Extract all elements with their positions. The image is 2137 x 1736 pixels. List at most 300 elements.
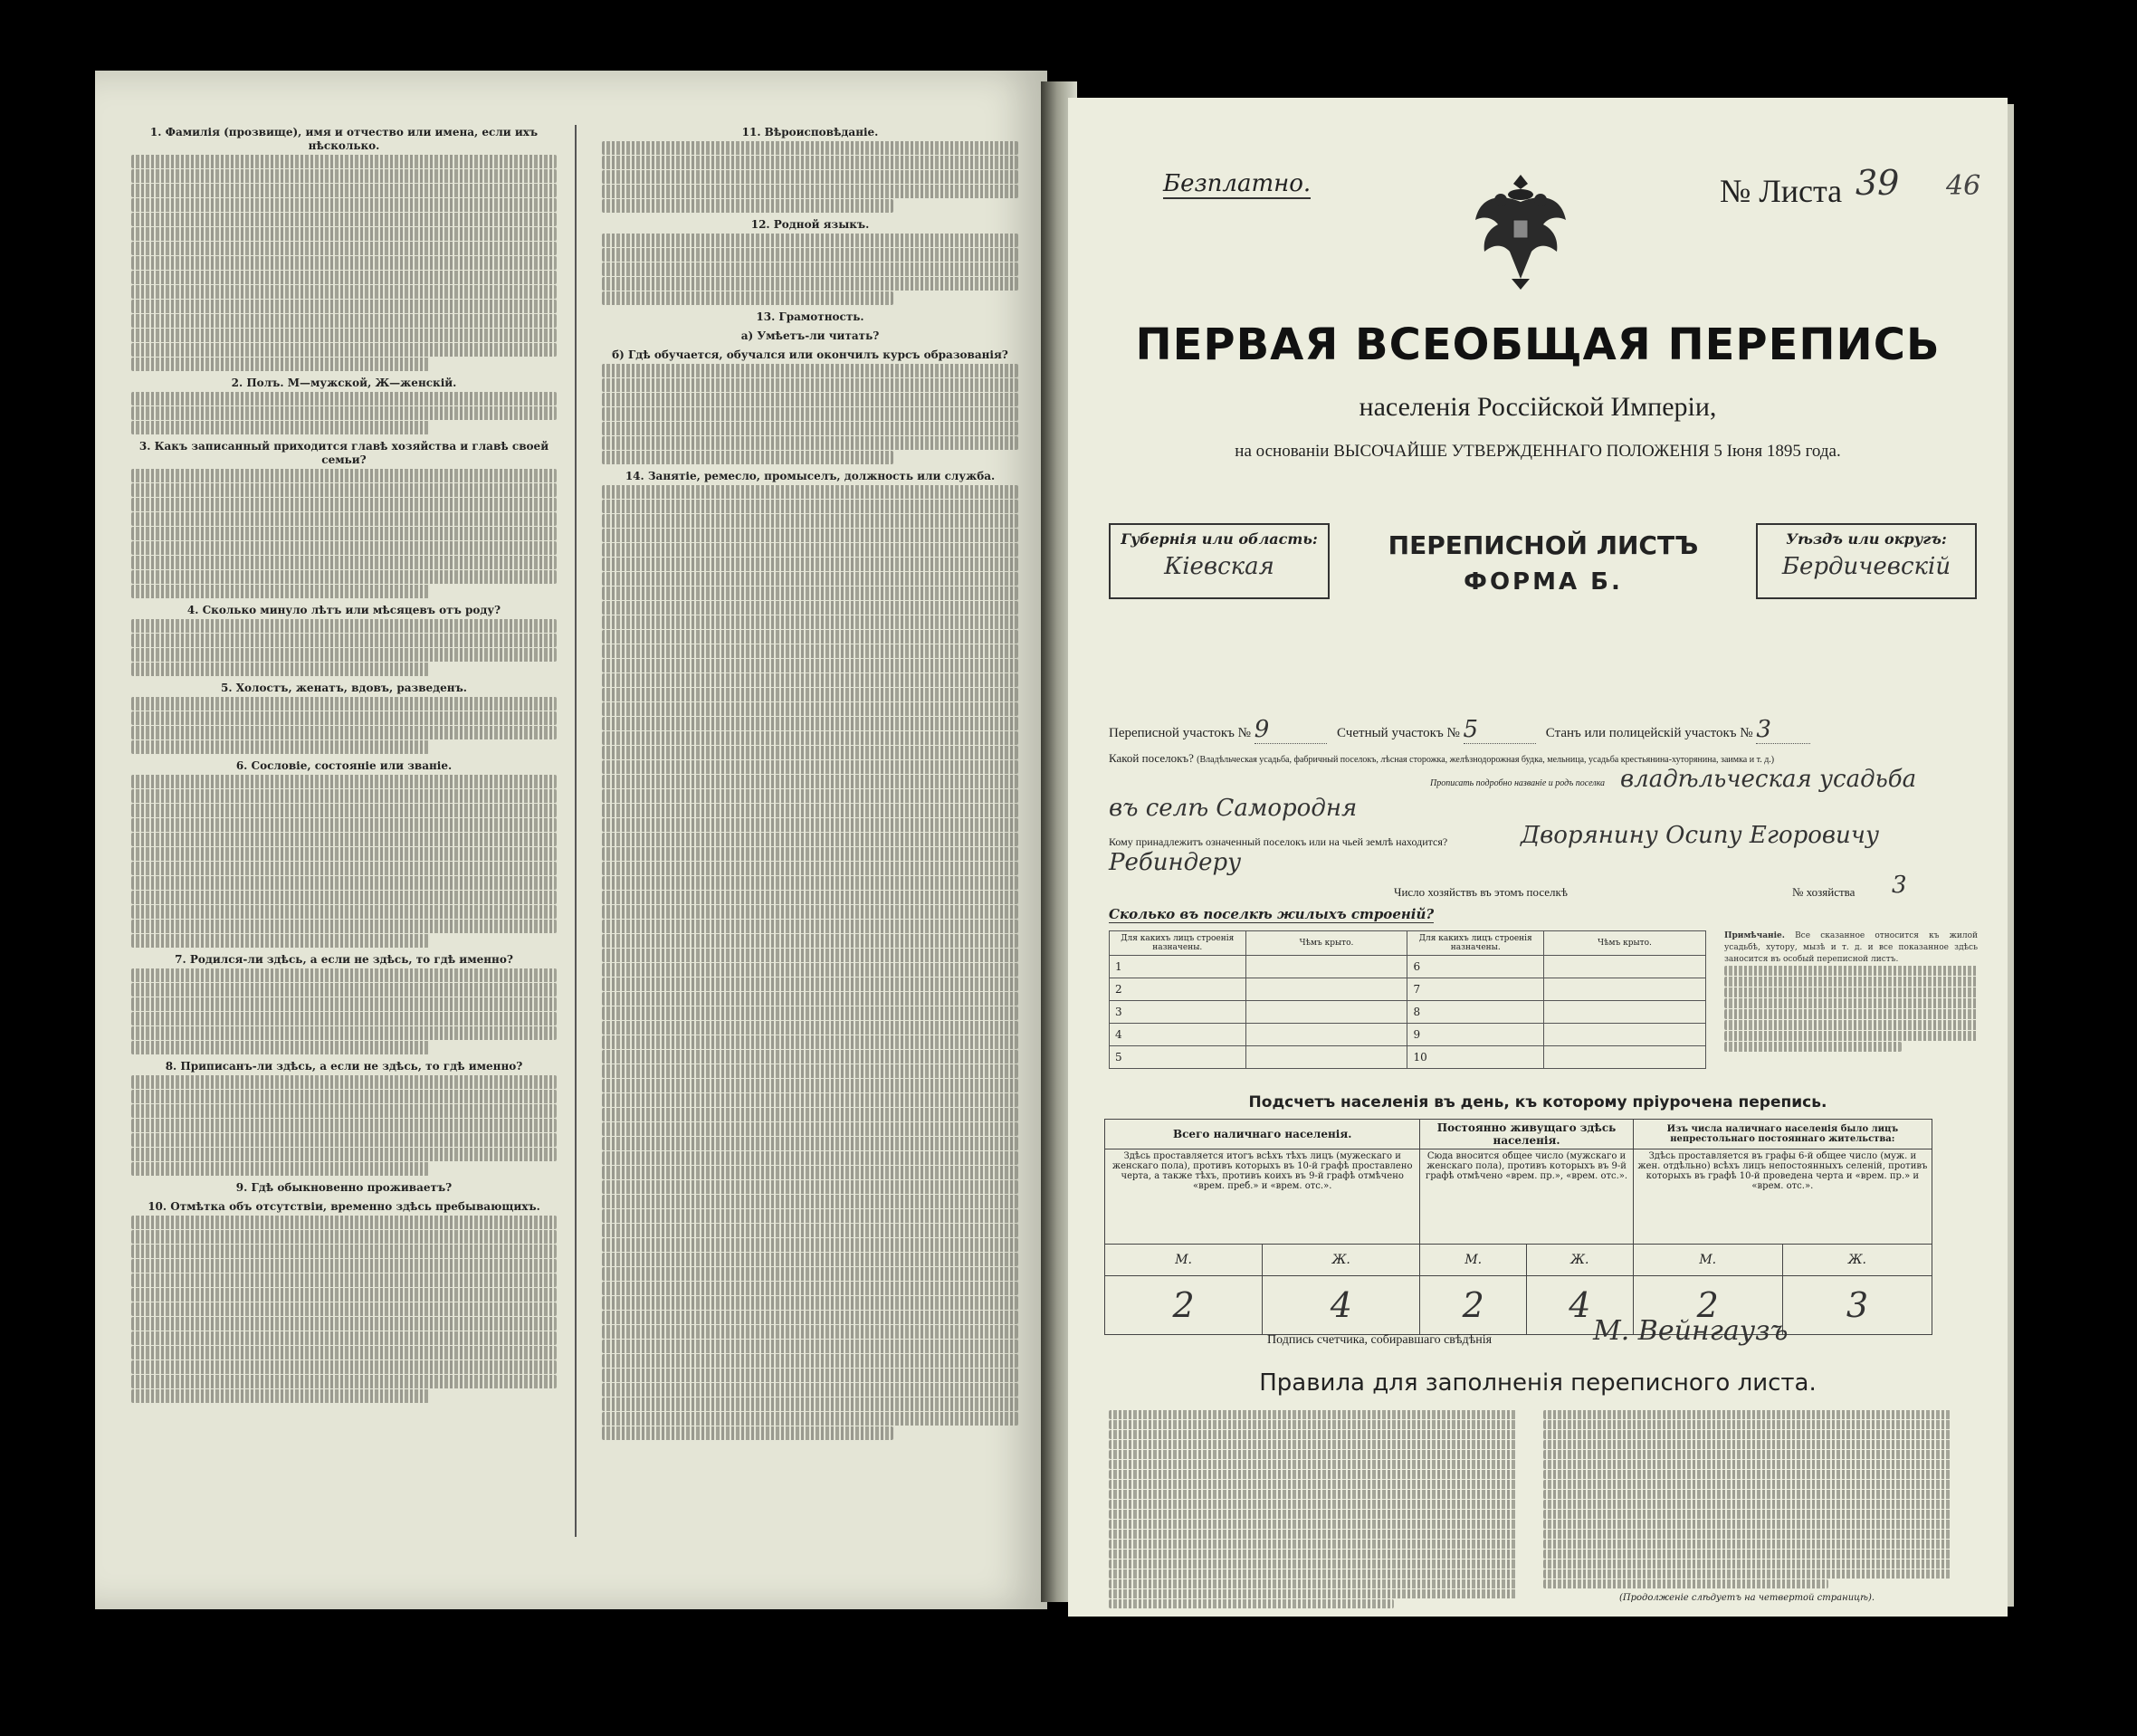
instruction-heading: 2. Полъ. М—мужской, Ж—женскій. <box>231 377 457 389</box>
text-line <box>602 1166 1018 1179</box>
text-line <box>131 570 557 584</box>
text-line <box>131 983 557 997</box>
text-line <box>1543 1460 1951 1469</box>
text-line <box>602 1093 1018 1107</box>
text-line <box>602 833 1018 846</box>
left-page-column-1 <box>131 120 557 1404</box>
owner-value: Дворянину Осипу Егоровичу <box>1521 822 1880 849</box>
instruction-heading: 10. Отмѣтка объ отсутствіи, временно здѣсь пребывающихъ. <box>148 1200 540 1213</box>
text-line <box>1543 1500 1951 1509</box>
sex-label: М. <box>1420 1245 1527 1276</box>
text-line <box>131 920 557 933</box>
instruction-heading: 13. Грамотность. <box>756 310 864 323</box>
text-line <box>602 1021 1018 1035</box>
text-line <box>131 198 557 212</box>
text-line <box>1724 987 1978 997</box>
instruction-heading: 14. Занятіе, ремесло, промыселъ, должность или служба. <box>625 470 996 482</box>
text-line <box>131 343 557 357</box>
text-line <box>602 862 1018 875</box>
text-line <box>602 891 1018 904</box>
text-line <box>1109 1420 1516 1429</box>
text-line <box>131 1360 557 1374</box>
text-line <box>1109 1460 1516 1469</box>
text-line <box>602 1311 1018 1324</box>
row-number: 2 <box>1110 978 1246 1001</box>
text-line <box>1724 1042 1902 1052</box>
right-page-census-form <box>1068 98 2008 1617</box>
text-line <box>602 451 893 464</box>
text-line <box>131 541 557 555</box>
text-line <box>602 422 1018 435</box>
left-page <box>95 71 1047 1609</box>
text-line <box>131 697 557 711</box>
text-line <box>131 1389 429 1403</box>
text-line <box>131 285 557 299</box>
owner-value-line-2: Ребиндеру <box>1109 849 1242 876</box>
text-line <box>131 934 429 948</box>
row-number: 5 <box>1110 1046 1246 1069</box>
column-description: Здѣсь проставляется въ графы 6-й общее число (муж. и жен. отдѣльно) всѣхъ лицъ непостоянныхъ селеній, противъ которыхъ въ графѣ 10-й проведена черта и «врем. пр.» и «врем. отс.». <box>1633 1149 1932 1245</box>
text-line <box>1109 1599 1394 1608</box>
sheet-number-handwritten: 39 <box>1856 163 1900 203</box>
text-line <box>1109 1569 1516 1579</box>
text-line <box>1543 1450 1951 1459</box>
text-line <box>602 659 1018 672</box>
sex-label: М. <box>1633 1245 1782 1276</box>
text-line <box>131 329 557 342</box>
buildings-label: Сколько въ поселкѣ жилыхъ строеній? <box>1109 906 1435 922</box>
text-line <box>131 804 557 817</box>
province-label: Губернія или область: <box>1121 530 1318 548</box>
text-line <box>602 1282 1018 1295</box>
sex-label: М. <box>1105 1245 1263 1276</box>
instruction-heading: 4. Сколько минуло лѣтъ или мѣсяцевъ отъ роду? <box>186 604 501 616</box>
text-line <box>1543 1430 1951 1439</box>
text-line <box>602 1296 1018 1310</box>
rules-column-1 <box>1109 1410 1516 1609</box>
text-line <box>1724 966 1978 976</box>
text-line <box>131 155 557 168</box>
population-value: 4 <box>1263 1276 1420 1335</box>
text-line <box>1109 1440 1516 1449</box>
text-line <box>602 1397 1018 1411</box>
text-line <box>1543 1540 1951 1549</box>
text-line <box>131 663 429 676</box>
text-line <box>1543 1470 1951 1479</box>
text-line <box>1724 998 1978 1008</box>
text-line <box>602 141 1018 155</box>
row-number: 4 <box>1110 1024 1246 1046</box>
text-line <box>602 1050 1018 1064</box>
text-line <box>602 630 1018 644</box>
text-line <box>602 1412 1018 1426</box>
text-line <box>602 615 1018 629</box>
instruction-heading: 6. Сословіе, состояніе или званіе. <box>235 759 453 772</box>
district-label: Уѣздъ или округъ: <box>1786 530 1947 548</box>
text-line <box>131 184 557 197</box>
settlement-note: Прописать подробно названіе и родъ поселка <box>1430 778 1606 788</box>
text-line <box>602 1253 1018 1266</box>
text-line <box>602 378 1018 392</box>
table-row <box>1110 1046 1706 1069</box>
population-table <box>1104 1119 1932 1335</box>
text-line <box>1724 1031 1978 1041</box>
text-line <box>1543 1560 1951 1569</box>
text-line <box>602 688 1018 701</box>
text-line <box>1543 1480 1951 1489</box>
text-line <box>602 1369 1018 1382</box>
text-line <box>1109 1510 1516 1519</box>
instruction-heading: 8. Приписанъ-ли здѣсь, а если не здѣсь, то гдѣ именно? <box>165 1060 523 1073</box>
table-header-row <box>1105 1120 1932 1149</box>
text-line <box>602 248 1018 262</box>
text-line <box>131 818 557 832</box>
text-line <box>131 1133 557 1147</box>
text-line <box>1543 1510 1951 1519</box>
households-label: Число хозяйствъ въ этомъ поселкѣ <box>1394 885 1568 899</box>
text-line <box>1109 1530 1516 1539</box>
text-line <box>131 242 557 255</box>
census-district-value: 9 <box>1255 716 1327 744</box>
column-header: Чѣмъ крыто. <box>1245 931 1407 956</box>
household-number-value: 3 <box>1892 872 1907 899</box>
settlement-value-line-2: въ селѣ Самородня <box>1109 795 1358 822</box>
police-district-label: Станъ или полицейскій участокъ № <box>1545 726 1753 740</box>
text-line <box>131 711 557 725</box>
text-line <box>602 1224 1018 1237</box>
text-line <box>131 1104 557 1118</box>
text-line <box>602 1006 1018 1020</box>
text-line <box>131 862 557 875</box>
text-line <box>602 876 1018 890</box>
text-line <box>1109 1540 1516 1549</box>
text-line <box>602 234 1018 247</box>
text-line <box>602 291 893 305</box>
column-description: Здѣсь проставляется итогъ всѣхъ тѣхъ лицъ (мужескаго и женскаго пола), противъ которыхъ въ 10-й графѣ проставлено черта, а также тѣхъ, противъ коихъ въ 9-й графѣ отмѣчено «врем. преб.» и «врем. отс.». <box>1105 1149 1420 1245</box>
text-line <box>131 1273 557 1287</box>
text-line <box>131 213 557 226</box>
text-line <box>602 702 1018 716</box>
text-line <box>602 920 1018 933</box>
text-line <box>131 1119 557 1132</box>
text-line <box>1724 1009 1978 1019</box>
province-value: Кіевская <box>1164 553 1274 580</box>
table-cell <box>1544 956 1706 978</box>
text-line <box>602 789 1018 803</box>
text-line <box>131 997 557 1011</box>
table-row <box>1105 1245 1932 1276</box>
text-line <box>131 1090 557 1103</box>
legal-basis-line: на основаніи ВЫСОЧАЙШЕ УТВЕРЖДЕННАГО ПОЛОЖЕНІЯ 5 Іюня 1895 года. <box>1235 442 1841 461</box>
instruction-heading: 9. Гдѣ обыкновенно проживаетъ? <box>235 1181 453 1194</box>
column-header: Для какихъ лицъ строенія назначены. <box>1110 931 1246 956</box>
enumerator-signature: М. Вейнгаузъ <box>1593 1315 1789 1347</box>
text-line <box>602 1267 1018 1281</box>
text-line <box>131 256 557 270</box>
table-cell <box>1245 1046 1407 1069</box>
text-line <box>602 1209 1018 1223</box>
table-row <box>1105 1276 1932 1335</box>
text-line <box>602 1354 1018 1368</box>
population-value: 2 <box>1633 1276 1782 1335</box>
population-value: 3 <box>1782 1276 1932 1335</box>
district-numbers-row <box>1109 716 1810 744</box>
text-line <box>131 968 557 982</box>
text-line <box>131 1216 557 1229</box>
text-line <box>131 1041 429 1054</box>
text-line <box>602 1340 1018 1353</box>
table-cell <box>1245 956 1407 978</box>
form-header <box>1109 523 1951 623</box>
text-line <box>602 731 1018 745</box>
instruction-heading: 11. Вѣроисповѣданіе. <box>741 126 879 138</box>
text-line <box>1724 1020 1978 1030</box>
row-number: 10 <box>1407 1046 1544 1069</box>
text-line <box>131 726 557 739</box>
column-divider <box>575 125 577 1537</box>
settlement-row <box>1109 751 1774 766</box>
table-cell <box>1544 978 1706 1001</box>
text-line <box>131 271 557 284</box>
text-line <box>1543 1420 1951 1429</box>
settlement-label: Какой поселокъ? <box>1109 751 1194 765</box>
text-line <box>1109 1490 1516 1499</box>
text-line <box>131 789 557 803</box>
text-line <box>602 277 1018 291</box>
rules-title: Правила для заполненія переписного листа. <box>1259 1369 1817 1397</box>
text-line <box>131 498 557 511</box>
text-line <box>602 1064 1018 1078</box>
household-number-label: № хозяйства <box>1792 885 1856 899</box>
text-line <box>131 1012 557 1025</box>
row-number: 3 <box>1110 1001 1246 1024</box>
text-line <box>1109 1560 1516 1569</box>
text-line <box>602 746 1018 759</box>
text-line <box>1543 1410 1951 1419</box>
instruction-heading: а) Умѣетъ-ли читать? <box>740 329 880 342</box>
table-row <box>1110 978 1706 1001</box>
text-line <box>131 406 557 420</box>
owner-label: Кому принадлежитъ означенный поселокъ или на чьей землѣ находится? <box>1109 835 1448 848</box>
text-line <box>602 1108 1018 1121</box>
text-line <box>131 1302 557 1316</box>
text-line <box>602 156 1018 169</box>
row-number: 1 <box>1110 956 1246 978</box>
column-header: Постоянно живущаго здѣсь населенія. <box>1420 1120 1633 1149</box>
text-line <box>1109 1589 1516 1598</box>
text-line <box>1543 1530 1951 1539</box>
text-line <box>1543 1579 1828 1588</box>
double-headed-eagle-icon <box>1466 166 1575 292</box>
population-count-title: Подсчетъ населенія въ день, къ которому пріурочена перепись. <box>1248 1093 1827 1111</box>
text-line <box>1109 1520 1516 1529</box>
text-line <box>602 905 1018 919</box>
page-subtitle: населенія Россійской Имперіи, <box>1359 392 1717 422</box>
text-line <box>602 199 893 213</box>
text-line <box>602 1426 893 1440</box>
text-line <box>602 514 1018 528</box>
province-box <box>1109 523 1330 599</box>
table-cell <box>1245 1001 1407 1024</box>
row-number: 7 <box>1407 978 1544 1001</box>
text-line <box>602 760 1018 774</box>
text-line <box>602 1122 1018 1136</box>
instruction-heading: 5. Холостъ, женатъ, вдовъ, разведенъ. <box>221 682 467 694</box>
text-line <box>1543 1520 1951 1529</box>
row-number: 8 <box>1407 1001 1544 1024</box>
text-line <box>131 740 429 754</box>
table-row <box>1110 1024 1706 1046</box>
text-line <box>131 1230 557 1244</box>
table-cell <box>1544 1046 1706 1069</box>
text-line <box>602 847 1018 861</box>
table-cell <box>1245 1024 1407 1046</box>
text-line <box>131 1259 557 1273</box>
sex-label: Ж. <box>1527 1245 1634 1276</box>
text-line <box>131 1026 557 1040</box>
text-line <box>131 775 557 788</box>
text-line <box>131 1075 557 1089</box>
text-line <box>602 543 1018 557</box>
text-line <box>602 1383 1018 1397</box>
text-line <box>1109 1450 1516 1459</box>
settlement-types: (Владѣльческая усадьба, фабричный поселокъ, лѣсная сторожка, желѣзнодорожная будка, мельница, усадьба крестьянина-хуторянина, заимка и т. д.) <box>1197 755 1775 765</box>
text-line <box>602 1195 1018 1208</box>
text-line <box>131 169 557 183</box>
signature-label: Подпись счетчика, собиравшаго свѣдѣнія <box>1267 1333 1493 1347</box>
text-line <box>131 392 557 405</box>
instruction-heading: 12. Родной языкъ. <box>750 218 870 231</box>
text-line <box>602 185 1018 198</box>
text-line <box>602 572 1018 586</box>
district-value: Бердичевскій <box>1781 553 1951 580</box>
text-line <box>1543 1490 1951 1499</box>
table-row <box>1110 1001 1706 1024</box>
text-line <box>602 804 1018 817</box>
text-line <box>602 1325 1018 1339</box>
table-header-row <box>1110 931 1706 956</box>
text-line <box>1109 1550 1516 1559</box>
continued-note: (Продолженіе слѣдуетъ на четвертой страницѣ). <box>1618 1593 1875 1603</box>
population-value: 4 <box>1527 1276 1634 1335</box>
text-line <box>1109 1480 1516 1489</box>
note-text: Все сказанное относится къ жилой усадьбѣ, хутору, мызѣ и т. д. и все показанное здѣсь заносится въ особый переписной листъ. <box>1724 931 1978 964</box>
text-line <box>131 358 429 371</box>
text-line <box>602 1137 1018 1150</box>
text-line <box>131 483 557 497</box>
text-line <box>602 1238 1018 1252</box>
text-line <box>1109 1430 1516 1439</box>
sex-label: Ж. <box>1782 1245 1932 1276</box>
text-line <box>602 407 1018 421</box>
text-line <box>131 1331 557 1345</box>
page-number-handwritten: 46 <box>1946 170 1981 202</box>
form-type: ФОРМА Б. <box>1464 568 1623 596</box>
text-line <box>602 673 1018 687</box>
text-line <box>131 619 557 633</box>
text-line <box>602 558 1018 571</box>
text-line <box>131 469 557 482</box>
text-line <box>1543 1550 1951 1559</box>
text-line <box>602 393 1018 406</box>
text-line <box>602 364 1018 377</box>
note-title: Примѣчаніе. <box>1724 931 1785 940</box>
table-cell <box>1544 1024 1706 1046</box>
police-district-value: 3 <box>1756 716 1810 744</box>
text-line <box>602 1035 1018 1049</box>
text-line <box>602 992 1018 1006</box>
buildings-table <box>1109 930 1706 1069</box>
text-line <box>131 1317 557 1331</box>
text-line <box>1543 1569 1951 1579</box>
instruction-heading: б) Гдѣ обучается, обучался или окончилъ курсъ образованія? <box>612 348 1008 361</box>
text-line <box>602 963 1018 977</box>
text-line <box>602 717 1018 730</box>
text-line <box>131 847 557 861</box>
count-district-value: 5 <box>1464 716 1536 744</box>
text-line <box>602 587 1018 600</box>
text-line <box>602 500 1018 513</box>
column-header: Всего наличнаго населенія. <box>1105 1120 1420 1149</box>
instruction-heading: 3. Какъ записанный приходится главѣ хозяйства и главѣ своей семьи? <box>138 440 549 466</box>
instruction-heading: 7. Родился-ли здѣсь, а если не здѣсь, то гдѣ именно? <box>175 953 513 966</box>
text-line <box>1109 1470 1516 1479</box>
text-line <box>602 170 1018 184</box>
text-line <box>131 1162 429 1176</box>
text-line <box>131 227 557 241</box>
text-line <box>131 1148 557 1161</box>
text-line <box>131 421 429 434</box>
text-line <box>602 485 1018 499</box>
text-line <box>131 905 557 919</box>
district-box <box>1756 523 1977 599</box>
text-line <box>131 314 557 328</box>
text-line <box>131 1245 557 1258</box>
column-header: Для какихъ лицъ строенія назначены. <box>1407 931 1544 956</box>
settlement-value: владѣльческая усадьба <box>1620 766 1917 793</box>
text-line <box>602 1180 1018 1194</box>
text-line <box>131 556 557 569</box>
column-description: Сюда вносится общее число (мужскаго и женскаго пола), противъ которыхъ въ 9-й графѣ отмѣчено «врем. пр.», «врем. отс.». <box>1420 1149 1633 1245</box>
census-district-label: Переписной участокъ № <box>1109 726 1251 740</box>
table-cell <box>1544 1001 1706 1024</box>
row-number: 6 <box>1407 956 1544 978</box>
text-line <box>131 876 557 890</box>
free-label: Безплатно. <box>1163 170 1312 197</box>
text-line <box>131 833 557 846</box>
text-line <box>602 1079 1018 1092</box>
row-number: 9 <box>1407 1024 1544 1046</box>
instruction-heading: 1. Фамилія (прозвище), имя и отчество или имена, если ихъ нѣсколько. <box>149 126 539 152</box>
text-line <box>1543 1440 1951 1449</box>
table-cell <box>1245 978 1407 1001</box>
population-value: 2 <box>1420 1276 1527 1335</box>
text-line <box>602 644 1018 658</box>
text-line <box>602 262 1018 276</box>
sheet-number-label: № Листа <box>1720 173 1843 209</box>
text-line <box>131 648 557 662</box>
text-line <box>131 1288 557 1302</box>
text-line <box>1724 977 1978 987</box>
buildings-note <box>1724 930 1978 1053</box>
table-row <box>1105 1149 1932 1245</box>
page-title: ПЕРВАЯ ВСЕОБЩАЯ ПЕРЕПИСЬ <box>1135 320 1941 370</box>
text-line <box>131 634 557 647</box>
text-line <box>602 1151 1018 1165</box>
text-line <box>131 527 557 540</box>
left-page-column-2 <box>602 120 1018 1441</box>
text-line <box>131 512 557 526</box>
